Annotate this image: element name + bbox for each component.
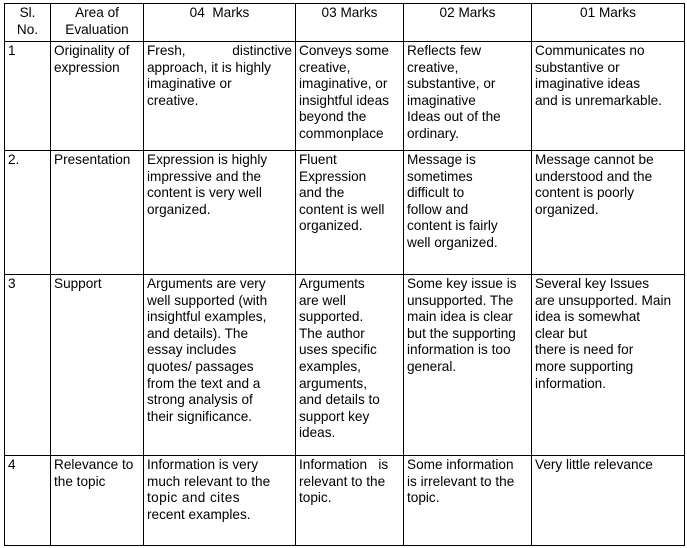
row-02-marks-cell: Some key issue is unsupported. The main idea is clear but the supporting information is too general. xyxy=(404,275,532,456)
row-01-marks-cell: Message cannot be understood and the content is poorly organized. xyxy=(532,151,685,275)
row-03-marks-cell: Arguments are well supported. The author uses specific examples, arguments, and details to support key ideas. xyxy=(296,275,404,456)
header-02-marks: 02 Marks xyxy=(404,4,532,42)
row-area: Originality of expression xyxy=(51,42,144,151)
row-03-marks-cell: Information is relevant to the topic. xyxy=(296,456,404,546)
header-03-marks: 03 Marks xyxy=(296,4,404,42)
row-sl-no: 3 xyxy=(5,275,51,456)
table-row xyxy=(5,456,685,546)
header-area-of-evaluation: Area of Evaluation xyxy=(51,4,144,42)
row-01-marks-cell: Very little relevance xyxy=(532,456,685,546)
row-sl-no: 2. xyxy=(5,151,51,275)
row-04-marks-cell: Expression is highly impressive and the content is very well organized. xyxy=(144,151,296,275)
header-sl-no: Sl. No. xyxy=(5,4,51,42)
row-04-marks-cell: Arguments are very well supported (with insightful examples, and details). The essay includes quotes/ passages from the text and a strong analysis of their significance. xyxy=(144,275,296,456)
row-02-marks-cell: Some information is irrelevant to the topic. xyxy=(404,456,532,546)
header-04-marks: 04 Marks xyxy=(144,4,296,42)
row-area: Relevance to the topic xyxy=(51,456,144,546)
row-sl-no: 4 xyxy=(5,456,51,546)
header-01-marks: 01 Marks xyxy=(532,4,685,42)
row-02-marks-cell: Message is sometimes difficult to follow and content is fairly well organized. xyxy=(404,151,532,275)
table-row xyxy=(5,275,685,456)
row-sl-no: 1 xyxy=(5,42,51,151)
row-04-marks-cell: Fresh, distinctive approach, it is highly imaginative or creative. xyxy=(144,42,296,151)
row-04-marks-cell: Information is very much relevant to the topic and cites recent examples. xyxy=(144,456,296,546)
header-row xyxy=(5,4,685,42)
row-03-marks-cell: Fluent Expression and the content is well organized. xyxy=(296,151,404,275)
table-row xyxy=(5,151,685,275)
row-01-marks-cell: Communicates no substantive or imaginative ideas and is unremarkable. xyxy=(532,42,685,151)
table-row xyxy=(5,42,685,151)
row-area: Presentation xyxy=(51,151,144,275)
row-02-marks-cell: Reflects few creative, substantive, or imaginative Ideas out of the ordinary. xyxy=(404,42,532,151)
row-03-marks-cell: Conveys some creative, imaginative, or insightful ideas beyond the commonplace xyxy=(296,42,404,151)
row-01-marks-cell: Several key Issues are unsupported. Main idea is somewhat clear but there is need for more supporting information. xyxy=(532,275,685,456)
evaluation-rubric-table xyxy=(4,3,685,546)
row-area: Support xyxy=(51,275,144,456)
